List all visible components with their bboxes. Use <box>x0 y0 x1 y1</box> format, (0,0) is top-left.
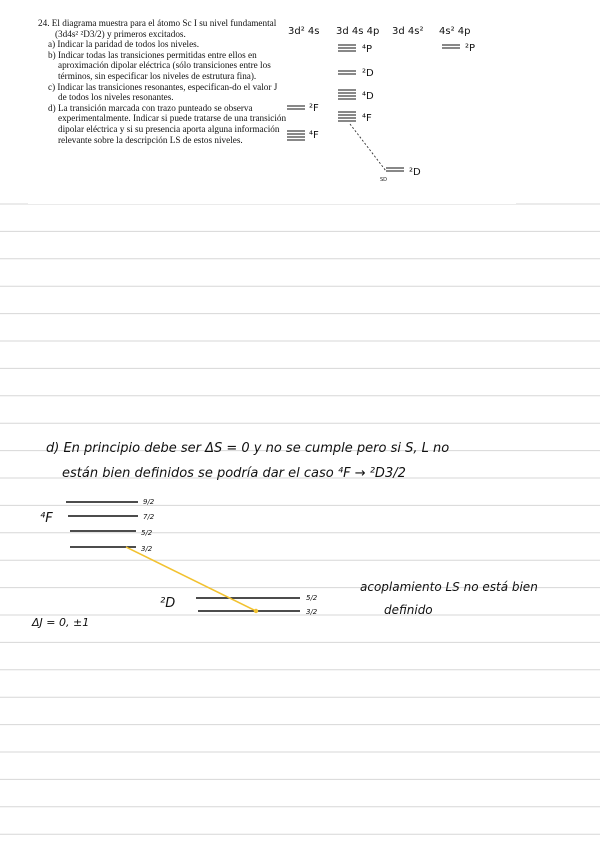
term-ground-2d-label: ²D <box>409 167 421 178</box>
term-4p-label: ⁴P <box>362 44 373 55</box>
ground-level-tag: SD <box>380 177 388 183</box>
note-line-2: definido <box>384 603 433 617</box>
transition-end-dot <box>254 609 258 613</box>
upper-level-j-2: 7/2 <box>143 513 155 521</box>
term-4d-label: ⁴D <box>362 91 374 102</box>
term-4f-lower-label: ⁴F <box>309 130 319 141</box>
lower-term-label: ²D <box>160 596 176 611</box>
term-4f-upper-label: ⁴F <box>362 113 372 124</box>
column-header-3d-4s-4p: 3d 4s 4p <box>336 26 380 37</box>
selection-rule: ΔJ = 0, ±1 <box>32 616 90 629</box>
problem-item-c: c) Indicar las transiciones resonantes, especifican-do el valor J de todos los niveles resonantes. <box>48 81 278 103</box>
column-header-3d2-4s: 3d² 4s <box>288 26 320 37</box>
upper-level-j-4: 3/2 <box>141 545 153 553</box>
problem-intro: 24. El diagrama muestra para el átomo Sc I su nivel fundamental (3d4s² ²D3/2) y primeros excitados. <box>38 18 277 39</box>
note-line-1: acoplamiento LS no está bien <box>360 580 538 594</box>
lower-level-j-1: 5/2 <box>306 594 318 602</box>
upper-level-j-3: 5/2 <box>141 529 153 537</box>
problem-item-b: b) Indicar todas las transiciones permitidas entre ellos en aproximación dipolar eléctrica (sólo transiciones entre los términos, sin especificar los niveles de estrutura fina). <box>48 49 271 81</box>
upper-term-label: ⁴F <box>40 511 53 526</box>
column-header-3d-4s2: 3d 4s² <box>392 26 424 37</box>
upper-level-j-1: 9/2 <box>143 498 155 506</box>
lower-level-lines <box>196 598 300 611</box>
observed-transition-line <box>126 547 256 611</box>
problem-item-d: d) La transición marcada con trazo punteado se observa experimentalmente. Indicar si puede tratarse de una transición dipolar eléctrica y si su presencia aporta alguna información relevante sobre la descripción LS de estos niveles. <box>48 102 287 145</box>
term-2p-label: ²P <box>465 43 476 54</box>
lower-level-j-2: 3/2 <box>306 608 318 616</box>
answer-line-1: d) En principio debe ser ΔS = 0 y no se cumple pero si S, L no <box>46 441 450 456</box>
upper-level-lines <box>66 502 138 547</box>
term-2d-upper-label: ²D <box>362 68 374 79</box>
term-2f-label: ²F <box>309 103 319 114</box>
answer-line-2: están bien definidos se podría dar el caso ⁴F → ²D3/2 <box>62 466 406 481</box>
problem-item-a: a) Indicar la paridad de todos los niveles. <box>48 39 200 50</box>
column-header-4s2-4p: 4s² 4p <box>439 26 471 37</box>
